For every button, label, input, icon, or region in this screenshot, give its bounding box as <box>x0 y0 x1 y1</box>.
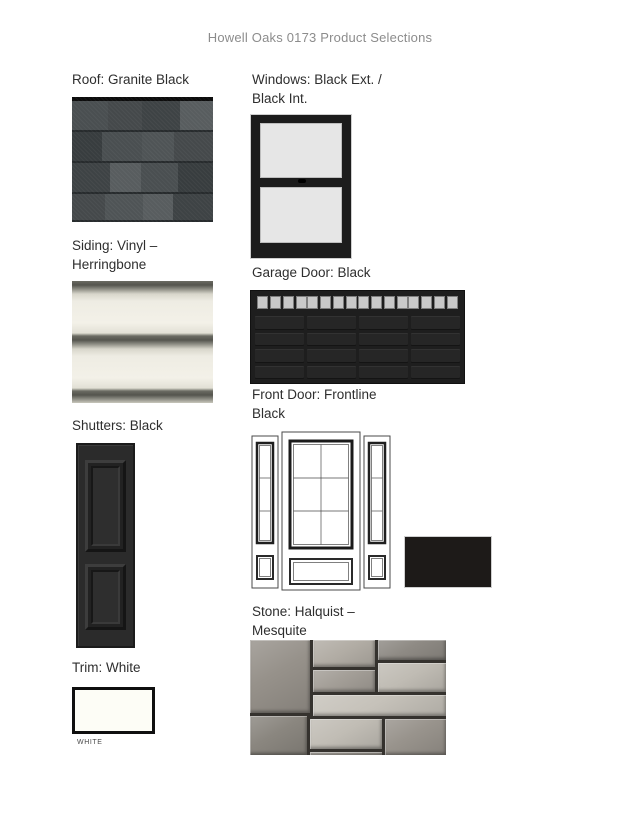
garage-door-panels <box>255 315 460 379</box>
window-lower-sash <box>260 187 342 243</box>
stone-sample-image <box>250 640 446 755</box>
windows-label <box>252 70 382 108</box>
front-door-line-drawing <box>250 430 392 593</box>
trim-swatch-caption: WHITE <box>77 739 103 746</box>
front-door-color-swatch <box>404 536 492 588</box>
siding-sample-image <box>72 281 213 403</box>
stone-label-line1: Stone: Halquist – <box>252 604 355 619</box>
window-image <box>250 114 352 259</box>
trim-color-swatch <box>72 687 155 734</box>
siding-label-line2: Herringbone <box>72 257 147 272</box>
front-door-label-line1: Front Door: Frontline <box>252 387 377 402</box>
front-door-label <box>252 385 377 423</box>
garage-door-windows <box>257 296 458 310</box>
window-latch <box>298 179 306 183</box>
window-upper-sash <box>260 123 342 178</box>
shutter-upper-panel <box>85 460 126 552</box>
shutter-image <box>76 443 135 648</box>
trim-label: Trim: White <box>72 660 141 675</box>
shutter-lower-panel <box>85 564 126 630</box>
garage-door-image <box>250 290 465 384</box>
windows-label-line2: Black Int. <box>252 91 308 106</box>
garage-door-label: Garage Door: Black <box>252 265 371 280</box>
stone-label-line2: Mesquite <box>252 623 307 638</box>
front-door-label-line2: Black <box>252 406 286 421</box>
roof-shingle-image <box>72 97 213 222</box>
page-title: Howell Oaks 0173 Product Selections <box>207 30 433 45</box>
stone-label <box>252 602 355 640</box>
shutters-label: Shutters: Black <box>72 418 163 433</box>
windows-label-line1: Windows: Black Ext. / <box>252 72 382 87</box>
siding-label <box>72 236 157 274</box>
siding-label-line1: Siding: Vinyl – <box>72 238 158 253</box>
roof-label: Roof: Granite Black <box>72 72 190 87</box>
